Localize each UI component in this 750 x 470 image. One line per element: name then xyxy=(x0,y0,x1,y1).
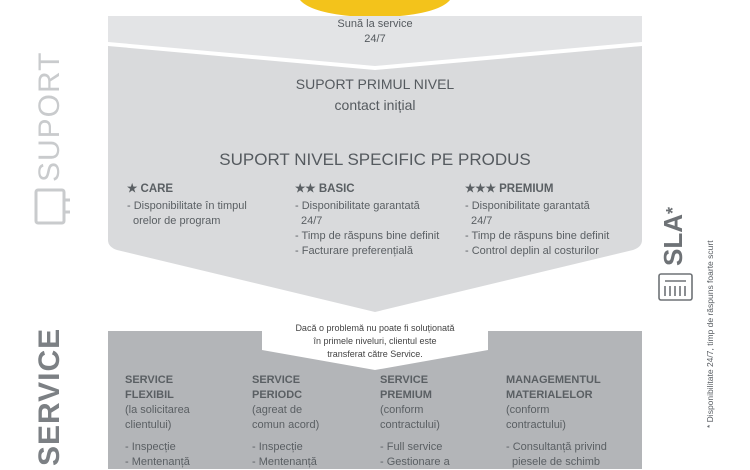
tier-premium-bullet-4: - Control deplin al costurilor xyxy=(465,245,599,257)
yellow-circle-icon xyxy=(300,0,450,18)
service-col-1-bullet-2: - Mentenanță xyxy=(125,456,190,468)
service-col-3-sub-2: contractului) xyxy=(380,419,440,431)
tier-care-name: CARE xyxy=(140,183,174,195)
escalation-line-2: în primele niveluri, clientul este xyxy=(313,336,437,346)
tier-premium-bullet-2: 24/7 xyxy=(471,215,493,227)
tier-premium xyxy=(465,182,635,259)
sla-note: * Disponibilitate 24/7, timp de răspuns foarte scurt xyxy=(705,240,715,428)
service-col-2-bullet-1: - Inspecție xyxy=(252,441,303,453)
support-first-title: SUPORT PRIMUL NIVEL xyxy=(295,76,455,92)
monitor-icon xyxy=(36,190,70,223)
service-col-3-title-1: SERVICE xyxy=(380,374,429,386)
call-line-2: 24/7 xyxy=(364,33,386,45)
service-col-premium xyxy=(380,373,500,470)
sla-label-star: * xyxy=(663,206,683,214)
tier-care-stars: ★ xyxy=(127,183,138,195)
service-col-4-bullet-1: - Consultanță privind xyxy=(506,441,607,453)
tier-basic-name: BASIC xyxy=(318,183,355,195)
support-first-subtitle: contact inițial xyxy=(334,97,416,113)
service-col-1-title-1: SERVICE xyxy=(125,374,174,386)
service-col-3-bullet-2: - Gestionare a xyxy=(380,456,450,468)
tier-premium-bullet-3: - Timp de răspuns bine definit xyxy=(465,230,610,242)
service-col-3-bullet-1: - Full service xyxy=(380,441,443,453)
service-col-4-sub-2: contractului) xyxy=(506,419,566,431)
tier-premium-stars: ★★★ xyxy=(465,183,496,195)
service-col-periodic xyxy=(252,373,372,470)
service-col-2-title-2: PERIODC xyxy=(252,389,303,401)
tier-basic-bullet-1: - Disponibilitate garantată xyxy=(295,200,420,212)
calculator-icon xyxy=(659,274,692,300)
escalation-note xyxy=(262,322,488,361)
service-col-1-title-2: FLEXIBIL xyxy=(125,389,174,401)
service-col-4-title-2: MATERIALELOR xyxy=(506,389,593,401)
service-col-materials xyxy=(506,373,636,470)
service-col-4-title-1: MANAGEMENTUL xyxy=(506,374,601,386)
service-col-1-sub-2: clientului) xyxy=(125,419,172,431)
support-specific-title: SUPORT NIVEL SPECIFIC PE PRODUS xyxy=(219,150,531,169)
tier-care-bullet-1: - Disponibilitate în timpul xyxy=(127,200,247,212)
tier-care-heading xyxy=(127,182,277,197)
service-col-3-title-2: PREMIUM xyxy=(380,389,432,401)
support-first-text xyxy=(200,74,550,116)
tier-basic xyxy=(295,182,460,259)
call-service-text xyxy=(300,17,450,47)
service-col-2-sub-1: (agreat de xyxy=(252,404,303,416)
service-col-2-sub-2: comun acord) xyxy=(252,419,320,431)
sla-label-text: SLA xyxy=(658,214,688,266)
service-side-label: SERVICE xyxy=(33,327,66,466)
tier-premium-bullet-1: - Disponibilitate garantată xyxy=(465,200,590,212)
service-col-4-sub-1: (conform xyxy=(506,404,550,416)
tier-basic-stars: ★★ xyxy=(295,183,316,195)
sla-label xyxy=(658,207,688,266)
escalation-line-1: Dacă o problemă nu poate fi soluționată xyxy=(295,323,455,333)
escalation-line-3: transferat către Service. xyxy=(327,349,423,359)
service-col-1-sub-1: (la solicitarea xyxy=(125,404,190,416)
service-col-1-bullet-1: - Inspecție xyxy=(125,441,176,453)
tier-basic-heading xyxy=(295,182,460,197)
service-col-2-bullet-2: - Mentenanță xyxy=(252,456,317,468)
tier-premium-heading xyxy=(465,182,635,197)
tier-premium-name: PREMIUM xyxy=(499,183,554,195)
support-side-label: SUPORT xyxy=(33,51,66,182)
service-col-flexible xyxy=(125,373,245,470)
tier-basic-bullet-4: - Facturare preferențială xyxy=(295,245,413,257)
service-col-3-sub-1: (conform xyxy=(380,404,424,416)
call-line-1: Sună la service xyxy=(337,18,413,30)
tier-basic-bullet-3: - Timp de răspuns bine definit xyxy=(295,230,440,242)
tier-basic-bullet-2: 24/7 xyxy=(301,215,323,227)
service-col-4-bullet-2: piesele de schimb xyxy=(512,456,601,468)
tier-care-bullet-2: orelor de program xyxy=(133,215,221,227)
tier-care xyxy=(127,182,277,229)
service-col-2-title-1: SERVICE xyxy=(252,374,301,386)
